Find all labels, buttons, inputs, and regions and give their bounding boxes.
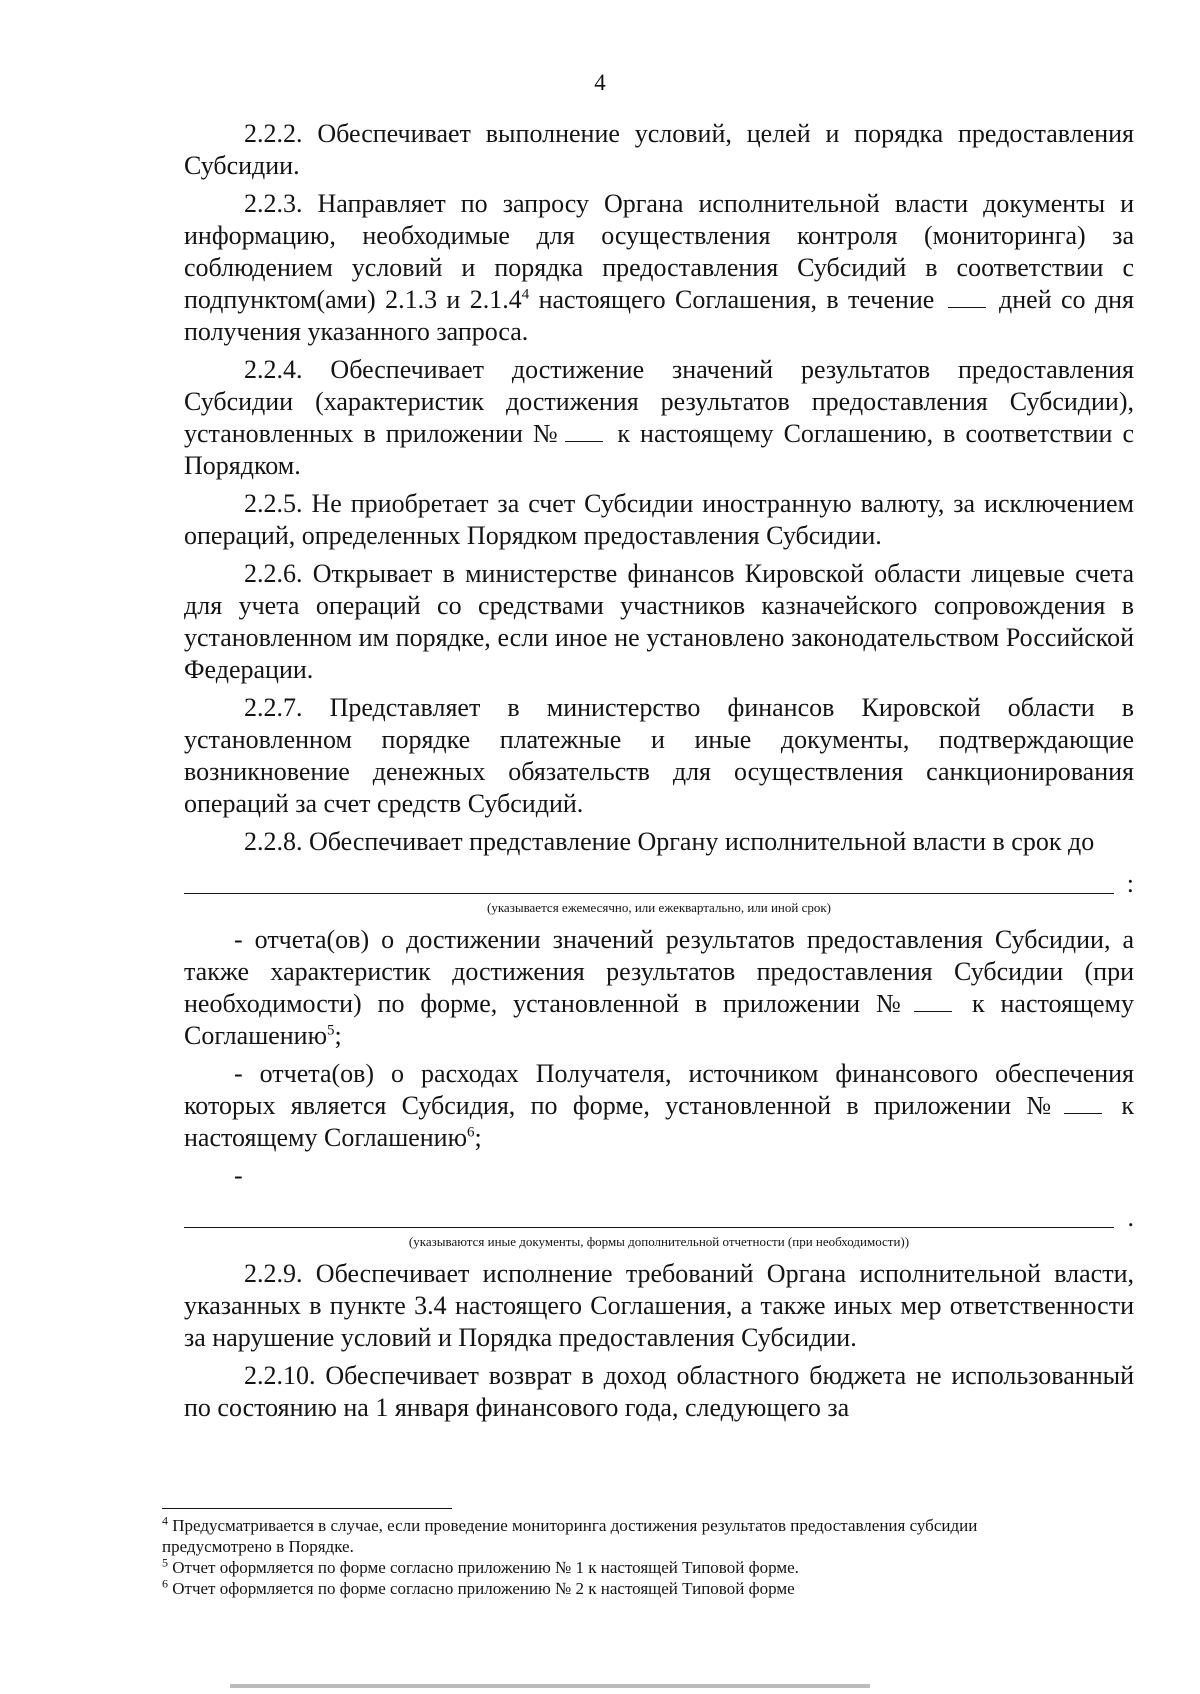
fill-line-other-documents-end: .: [1127, 1203, 1134, 1232]
paragraph-2-2-5: 2.2.5. Не приобретает за счет Субсидии иностранную валюту, за исключением операций, определенных Порядком предоставления Субсидии.: [184, 489, 1134, 550]
footnote-ref-4: 4: [521, 286, 530, 303]
list-item-expenses-report-end: ;: [474, 1123, 482, 1152]
footnote-6-number: 6: [162, 1576, 168, 1591]
list-item-results-report-text-a: - отчета(ов) о достижении значений результатов предоставления Субсидии, а также характеристик достижения результатов предоставления Субсидии (при необходимости) по форме, установленной в приложении №: [184, 925, 1134, 1018]
footnote-ref-5: 5: [327, 1022, 335, 1039]
fill-line-other-documents-rule: [184, 1227, 1114, 1228]
paragraph-2-2-3-text-a: 2.2.3. Направляет по запросу Органа исполнительной власти документы и информацию, необходимые для осуществления контроля (мониторинга) за соблюдением условий и порядка предоставления Субсидий в соответствии с подпунктом(ами) 2.1.3 и 2.1.4: [184, 189, 1134, 314]
blank-field-appendix-number-2: [914, 991, 952, 1012]
list-item-results-report: [184, 924, 1134, 1052]
paragraph-2-2-3-text-c: дней со дня получения указанного запроса.: [184, 285, 1134, 346]
blank-field-appendix-number: [565, 421, 603, 442]
list-item-expenses-report-text-b: к настоящему Соглашению: [184, 1091, 1134, 1152]
footnote-4: [162, 1515, 1062, 1557]
paragraph-2-2-8: 2.2.8. Обеспечивает представление Органу исполнительной власти в срок до: [244, 827, 1095, 856]
document-body: [184, 118, 1134, 1430]
footnotes: [162, 1515, 1062, 1599]
footnote-5-number: 5: [162, 1555, 168, 1570]
page-number: 4: [594, 70, 606, 95]
paragraph-2-2-3: [184, 188, 1134, 348]
caption-other-documents: (указываются иные документы, формы дополнительной отчетности (при необходимости)): [408, 1234, 910, 1249]
blank-field-appendix-number-3: [1064, 1093, 1102, 1114]
footnote-5-text: Отчет оформляется по форме согласно приложению № 1 к настоящей Типовой форме.: [168, 1558, 799, 1577]
paragraph-2-2-2: 2.2.2. Обеспечивает выполнение условий, целей и порядка предоставления Субсидии.: [184, 119, 1134, 180]
paragraph-2-2-7: 2.2.7. Представляет в министерство финансов Кировской области в установленном порядке платежные и иные документы, подтверждающие возникновение денежных обязательств для осуществления санкционирования операций за счет средств Субсидий.: [184, 693, 1134, 818]
footnote-ref-6: 6: [467, 1124, 475, 1141]
fill-line-other-documents: [184, 1200, 1134, 1234]
paragraph-2-2-4-text-b: к настоящему Соглашению, в соответствии с Порядком.: [184, 419, 1134, 480]
blank-field-days: [948, 287, 986, 308]
paragraph-2-2-9: 2.2.9. Обеспечивает исполнение требований Органа исполнительной власти, указанных в пункте 3.4 настоящего Соглашения, а также иных мер ответственности за нарушение условий и Порядка предоставления Субсидии.: [184, 1259, 1134, 1352]
list-item-other-documents-dash: -: [234, 1161, 243, 1190]
caption-deadline: (указывается ежемесячно, или ежеквартально, или иной срок): [486, 900, 832, 915]
fill-line-deadline: [184, 866, 1134, 900]
footnote-4-number: 4: [162, 1513, 168, 1528]
paragraph-2-2-4-text-a: 2.2.4. Обеспечивает достижение значений результатов предоставления Субсидии (характеристик достижения результатов предоставления Субсидии), установленных в приложении №: [184, 355, 1134, 448]
list-item-expenses-report: [184, 1058, 1134, 1154]
paragraph-2-2-3-text-b: настоящего Соглашения, в течение: [529, 285, 944, 314]
paragraph-2-2-4: [184, 354, 1134, 482]
scan-artifact-bottom: [230, 1684, 870, 1688]
paragraph-2-2-6: 2.2.6. Открывает в министерстве финансов Кировской области лицевые счета для учета операций со средствами участников казначейского сопровождения в установленном им порядке, если иное не установлено законодательством Российской Федерации.: [184, 559, 1134, 684]
list-item-results-report-end: ;: [334, 1021, 342, 1050]
paragraph-2-2-10: 2.2.10. Обеспечивает возврат в доход областного бюджета не использованный по состоянию на 1 января финансового года, следующего за: [184, 1361, 1134, 1422]
fill-line-deadline-end: :: [1126, 869, 1134, 898]
footnote-separator: [162, 1508, 452, 1509]
footnote-4-text: Предусматривается в случае, если проведение мониторинга достижения результатов предоставления субсидии предусмотрено в Порядке.: [162, 1516, 978, 1556]
footnote-6: [162, 1578, 1062, 1599]
footnote-6-text: Отчет оформляется по форме согласно приложению № 2 к настоящей Типовой форме: [168, 1579, 795, 1598]
list-item-results-report-text-b: к настоящему Соглашению: [184, 989, 1135, 1050]
footnote-5: [162, 1557, 1062, 1578]
list-item-expenses-report-text-a: - отчета(ов) о расходах Получателя, источником финансового обеспечения которых является Субсидия, по форме, установленной в приложении №: [184, 1059, 1134, 1120]
fill-line-deadline-rule: [184, 893, 1114, 894]
